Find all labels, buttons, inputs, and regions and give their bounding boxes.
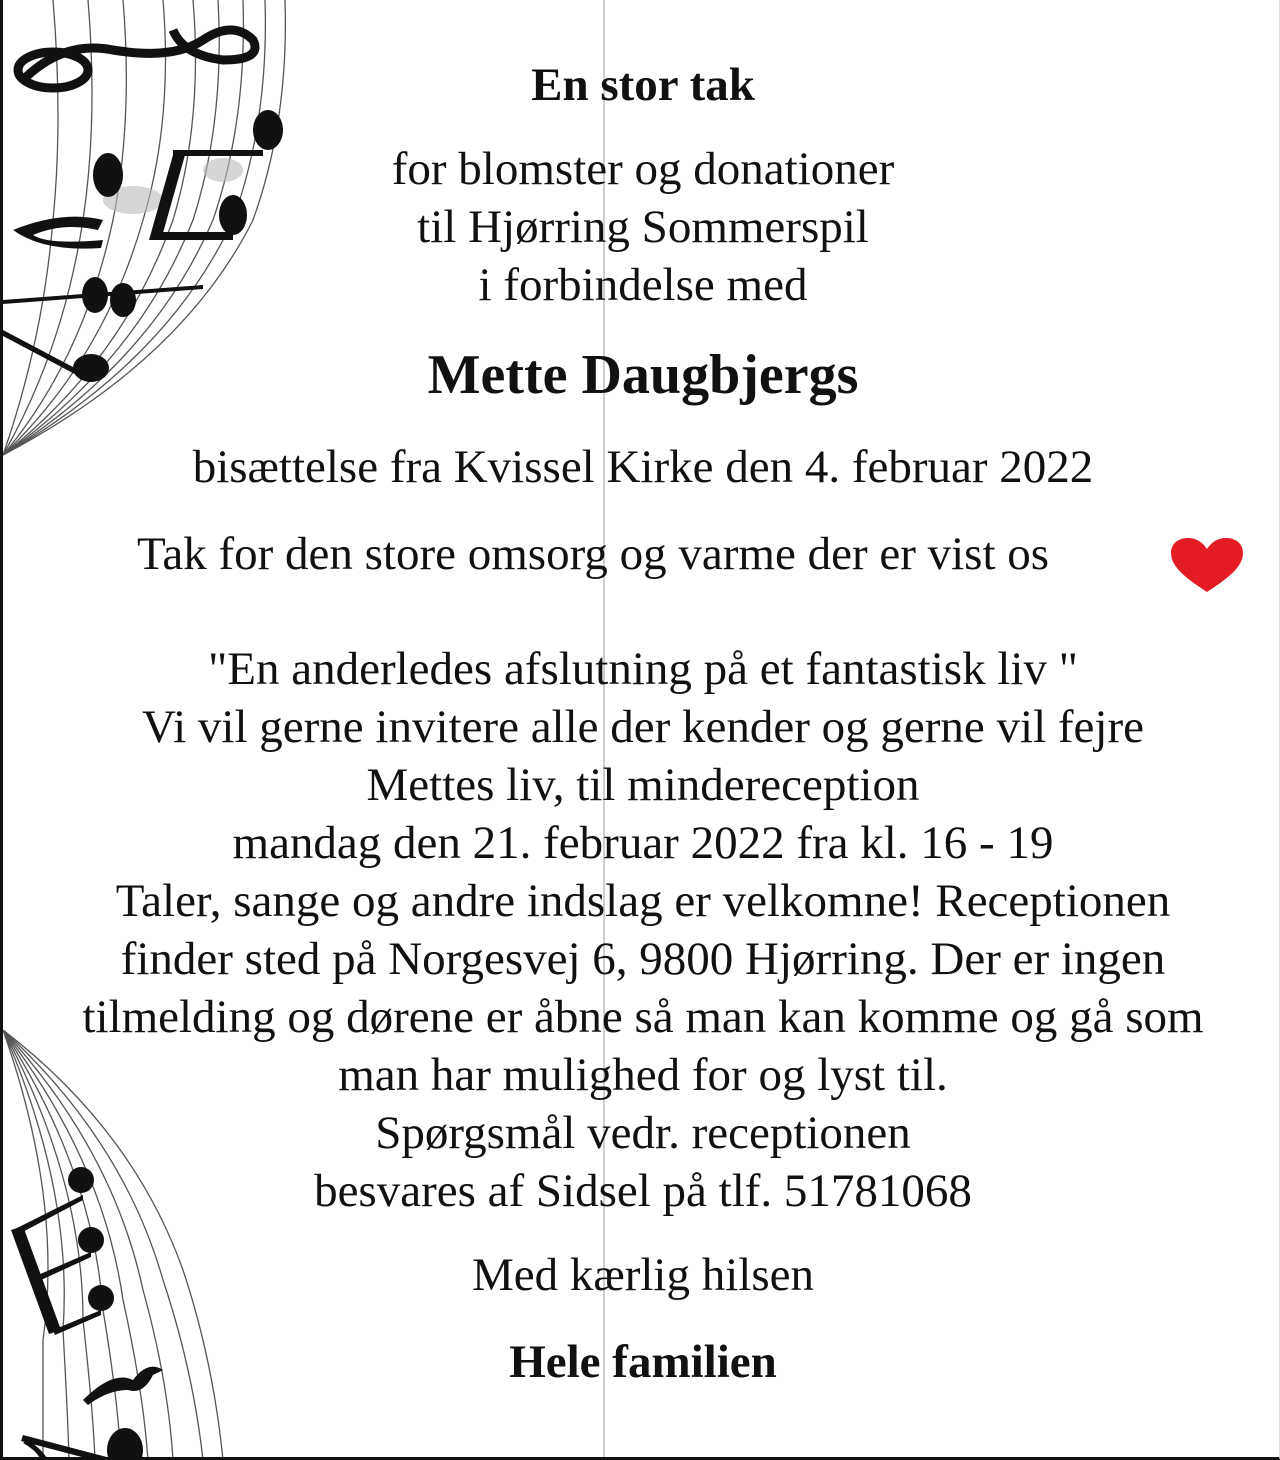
signature: Hele familien [509,1336,777,1388]
heart-icon [1169,536,1245,594]
closing: Med kærlig hilsen [471,1249,815,1301]
intro-line-2: til Hjørring Sommerspil [417,201,869,253]
body-line-1: "En anderledes afslutning på et fantastisk liv " [208,643,1078,695]
body-line-7: tilmelding og dørene er åbne så man kan komme og gå som [82,991,1204,1043]
body-line-10: besvares af Sidsel på tlf. 51781068 [314,1165,972,1217]
body-line-9: Spørgsmål vedr. receptionen [375,1107,911,1159]
intro-line-3: i forbindelse med [478,259,808,311]
intro-line-1: for blomster og donationer [391,143,895,195]
body-line-3: Mettes liv, til mindereception [366,759,920,811]
body-line-4: mandag den 21. februar 2022 fra kl. 16 - 19 [232,817,1054,869]
body-line-8: man har mulighed for og lyst til. [338,1049,948,1101]
thanks-line: Tak for den store omsorg og varme der er vist os [136,528,1050,580]
funeral-line: bisættelse fra Kvissel Kirke den 4. februar 2022 [192,441,1094,493]
body-line-6: finder sted på Norgesvej 6, 9800 Hjørring. Der er ingen [120,933,1166,985]
body-line-5: Taler, sange og andre indslag er velkomne! Receptionen [115,875,1171,927]
heading: En stor tak [531,59,755,111]
deceased-name: Mette Daugbjergs [427,344,859,406]
body-line-2: Vi vil gerne invitere alle der kender og gerne vil fejre [141,701,1144,753]
